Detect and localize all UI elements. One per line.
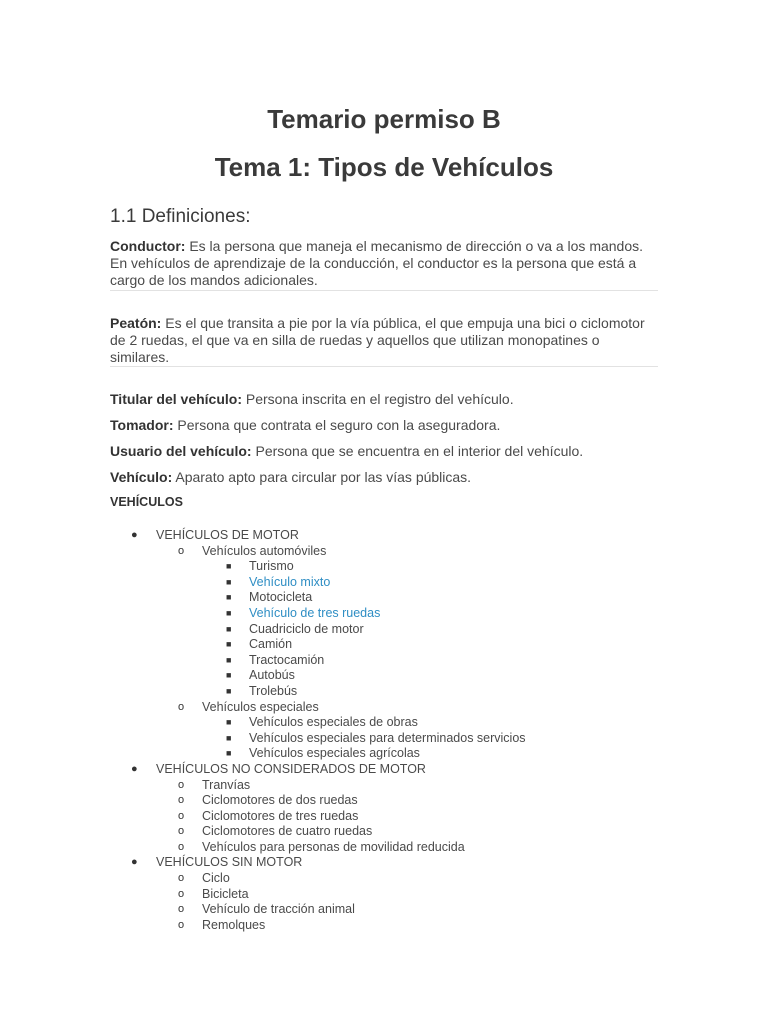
bullet-icon: ● xyxy=(131,762,138,775)
list-item-level-3 xyxy=(110,715,658,731)
definition-usuario xyxy=(110,443,658,460)
list-item-text: Ciclo xyxy=(202,871,230,886)
bullet-icon: ■ xyxy=(226,732,232,743)
definition-term: Peatón: xyxy=(110,315,162,331)
document-title: Temario permiso B xyxy=(267,104,501,134)
bullet-icon: o xyxy=(178,887,185,900)
list-item-level-2 xyxy=(110,871,658,887)
list-item-level-3 xyxy=(110,653,658,669)
list-item-text: Vehículo de tracción animal xyxy=(202,902,355,917)
list-item-text: Ciclomotores de cuatro ruedas xyxy=(202,824,373,839)
definition-term: Tomador: xyxy=(110,417,174,433)
bullet-icon: o xyxy=(178,794,185,807)
bullet-icon: ■ xyxy=(226,748,232,759)
bullet-icon: ● xyxy=(131,856,138,869)
bullet-icon: ■ xyxy=(226,654,232,665)
bullet-icon: ■ xyxy=(226,561,232,572)
list-item-level-1 xyxy=(110,855,658,871)
definition-term: Usuario del vehículo: xyxy=(110,443,252,459)
bullet-icon: o xyxy=(178,809,185,822)
bullet-icon: o xyxy=(178,700,185,713)
list-item-level-2 xyxy=(110,778,658,794)
list-item-level-3 xyxy=(110,731,658,747)
divider xyxy=(110,290,658,291)
list-item-level-1 xyxy=(110,528,658,544)
list-item-level-3 xyxy=(110,622,658,638)
definition-tomador xyxy=(110,417,658,434)
definition-term: Vehículo: xyxy=(110,469,173,485)
list-item-text: Tractocamión xyxy=(249,652,325,667)
list-item-level-2 xyxy=(110,918,658,934)
vehicle-classification-list xyxy=(110,528,658,933)
bullet-icon: ■ xyxy=(226,623,232,634)
bullet-icon: ■ xyxy=(226,576,232,587)
list-item-text: Vehículos especiales para determinados servicios xyxy=(249,730,526,745)
list-item-text: Autobús xyxy=(249,668,295,683)
list-item-text: Trolebús xyxy=(249,683,298,698)
list-item-text: Motocicleta xyxy=(249,590,313,605)
list-item-level-3 xyxy=(110,746,658,762)
list-item-level-2 xyxy=(110,793,658,809)
list-item-link[interactable]: Vehículo de tres ruedas xyxy=(249,605,381,620)
list-item-link[interactable]: Vehículo mixto xyxy=(249,574,331,589)
list-item-text: VEHÍCULOS NO CONSIDERADOS DE MOTOR xyxy=(156,761,426,776)
bullet-icon: ■ xyxy=(226,592,232,603)
list-item-level-3 xyxy=(110,590,658,606)
definition-vehiculo xyxy=(110,469,658,486)
list-item-text: Camión xyxy=(249,637,293,652)
list-item-text: Ciclomotores de dos ruedas xyxy=(202,793,358,808)
list-item-level-3 xyxy=(110,559,658,575)
list-item-text: Vehículos para personas de movilidad reducida xyxy=(202,839,465,854)
definition-text: Persona inscrita en el registro del vehículo. xyxy=(245,391,514,407)
definition-term: Titular del vehículo: xyxy=(110,391,242,407)
list-item-text: Cuadriciclo de motor xyxy=(249,621,364,636)
list-item-level-3[interactable] xyxy=(110,606,658,622)
bullet-icon: o xyxy=(178,825,185,838)
definition-term: Conductor: xyxy=(110,238,186,254)
bullet-icon: ● xyxy=(131,529,138,541)
bullet-icon: ■ xyxy=(226,607,232,618)
list-item-level-2 xyxy=(110,887,658,903)
list-item-level-3[interactable] xyxy=(110,575,658,591)
bullet-icon: ■ xyxy=(226,717,232,728)
list-item-text: VEHÍCULOS DE MOTOR xyxy=(156,528,299,542)
bullet-icon: o xyxy=(178,544,185,557)
list-item-text: Ciclomotores de tres ruedas xyxy=(202,808,359,823)
vehicles-label: VEHÍCULOS xyxy=(110,495,183,509)
definition-peaton xyxy=(110,315,658,366)
definition-text: Aparato apto para circular por las vías públicas. xyxy=(175,469,472,485)
bullet-icon: o xyxy=(178,840,185,853)
bullet-icon: o xyxy=(178,903,185,916)
list-item-text: Vehículos especiales xyxy=(202,699,319,714)
document-subtitle: Tema 1: Tipos de Vehículos xyxy=(214,152,554,182)
list-item-level-2 xyxy=(110,902,658,918)
divider xyxy=(110,366,658,367)
list-item-text: Remolques xyxy=(202,917,266,932)
list-item-level-3 xyxy=(110,684,658,700)
list-item-level-1 xyxy=(110,762,658,778)
definition-text: Es la persona que maneja el mecanismo de dirección o va a los mandos. En vehículos de aprendizaje de la conducción, el conductor es la persona que está a cargo de los mandos adicionales. xyxy=(110,238,644,288)
list-item-text: Vehículos especiales de obras xyxy=(249,715,418,730)
list-item-text: VEHÍCULOS SIN MOTOR xyxy=(156,855,303,870)
definition-text: Es el que transita a pie por la vía pública, el que empuja una bici o ciclomotor de 2 ruedas, el que va en silla de ruedas y aquellos que utilizan monopatines o similares. xyxy=(110,315,645,365)
definition-titular xyxy=(110,391,658,408)
list-item-level-3 xyxy=(110,668,658,684)
bullet-icon: o xyxy=(178,778,185,791)
bullet-icon: o xyxy=(178,918,185,931)
list-item-text: Tranvías xyxy=(202,777,251,792)
list-item-text: Vehículos automóviles xyxy=(202,543,327,558)
bullet-icon: o xyxy=(178,872,185,885)
list-item-level-2 xyxy=(110,700,658,716)
list-item-level-2 xyxy=(110,840,658,856)
bullet-icon: ■ xyxy=(226,685,232,696)
definition-text: Persona que contrata el seguro con la aseguradora. xyxy=(177,417,501,433)
bullet-icon: ■ xyxy=(226,639,232,650)
list-item-level-2 xyxy=(110,824,658,840)
bullet-icon: ■ xyxy=(226,670,232,681)
definition-text: Persona que se encuentra en el interior del vehículo. xyxy=(255,443,584,459)
list-item-level-2 xyxy=(110,809,658,825)
list-item-text: Bicicleta xyxy=(202,886,249,901)
list-item-level-2 xyxy=(110,544,658,560)
definition-conductor xyxy=(110,238,658,289)
list-item-text: Vehículos especiales agrícolas xyxy=(249,746,420,761)
section-heading: 1.1 Definiciones: xyxy=(110,206,251,227)
list-item-text: Turismo xyxy=(249,559,294,574)
list-item-level-3 xyxy=(110,637,658,653)
